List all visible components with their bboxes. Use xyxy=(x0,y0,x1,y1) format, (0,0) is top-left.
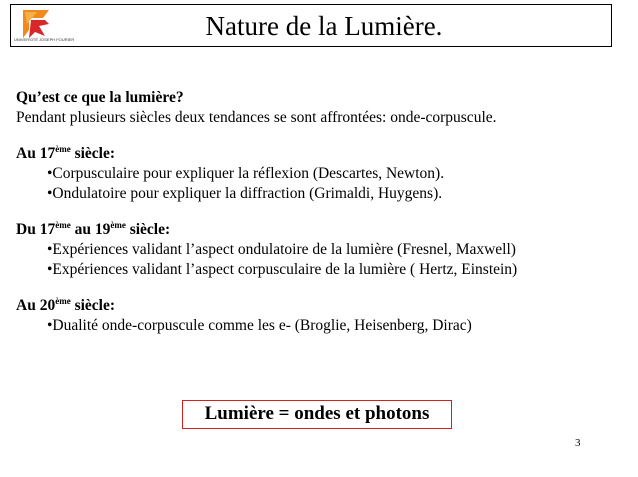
section-heading-17th-19th: Du 17ème au 19ème siècle: xyxy=(16,220,171,238)
logo-caption: UNIVERSITÉ JOSEPH FOURIER xyxy=(14,37,75,42)
list-item: •Ondulatoire pour expliquer la diffraction (Grimaldi, Huygens). xyxy=(47,185,443,202)
list-item: •Corpusculaire pour expliquer la réflexion (Descartes, Newton). xyxy=(47,165,445,182)
title-box xyxy=(10,4,612,47)
list-item: •Dualité onde-corpuscule comme les e- (Broglie, Heisenberg, Dirac) xyxy=(47,317,472,334)
section-heading-20th: Au 20ème siècle: xyxy=(16,296,116,314)
list-item: •Expériences validant l’aspect ondulatoire de la lumière (Fresnel, Maxwell) xyxy=(47,241,516,258)
conclusion-box: Lumière = ondes et photons xyxy=(182,400,452,429)
question-heading: Qu’est ce que la lumière? xyxy=(16,89,184,106)
slide-content xyxy=(16,88,626,336)
page-number: 3 xyxy=(575,437,581,449)
slide-title: Nature de la Lumière. xyxy=(205,11,443,41)
list-item: •Expériences validant l’aspect corpusculaire de la lumière ( Hertz, Einstein) xyxy=(47,261,518,278)
section-heading-17th: Au 17ème siècle: xyxy=(16,144,116,162)
intro-text: Pendant plusieurs siècles deux tendances se sont affrontées: onde-corpuscule. xyxy=(16,109,497,126)
